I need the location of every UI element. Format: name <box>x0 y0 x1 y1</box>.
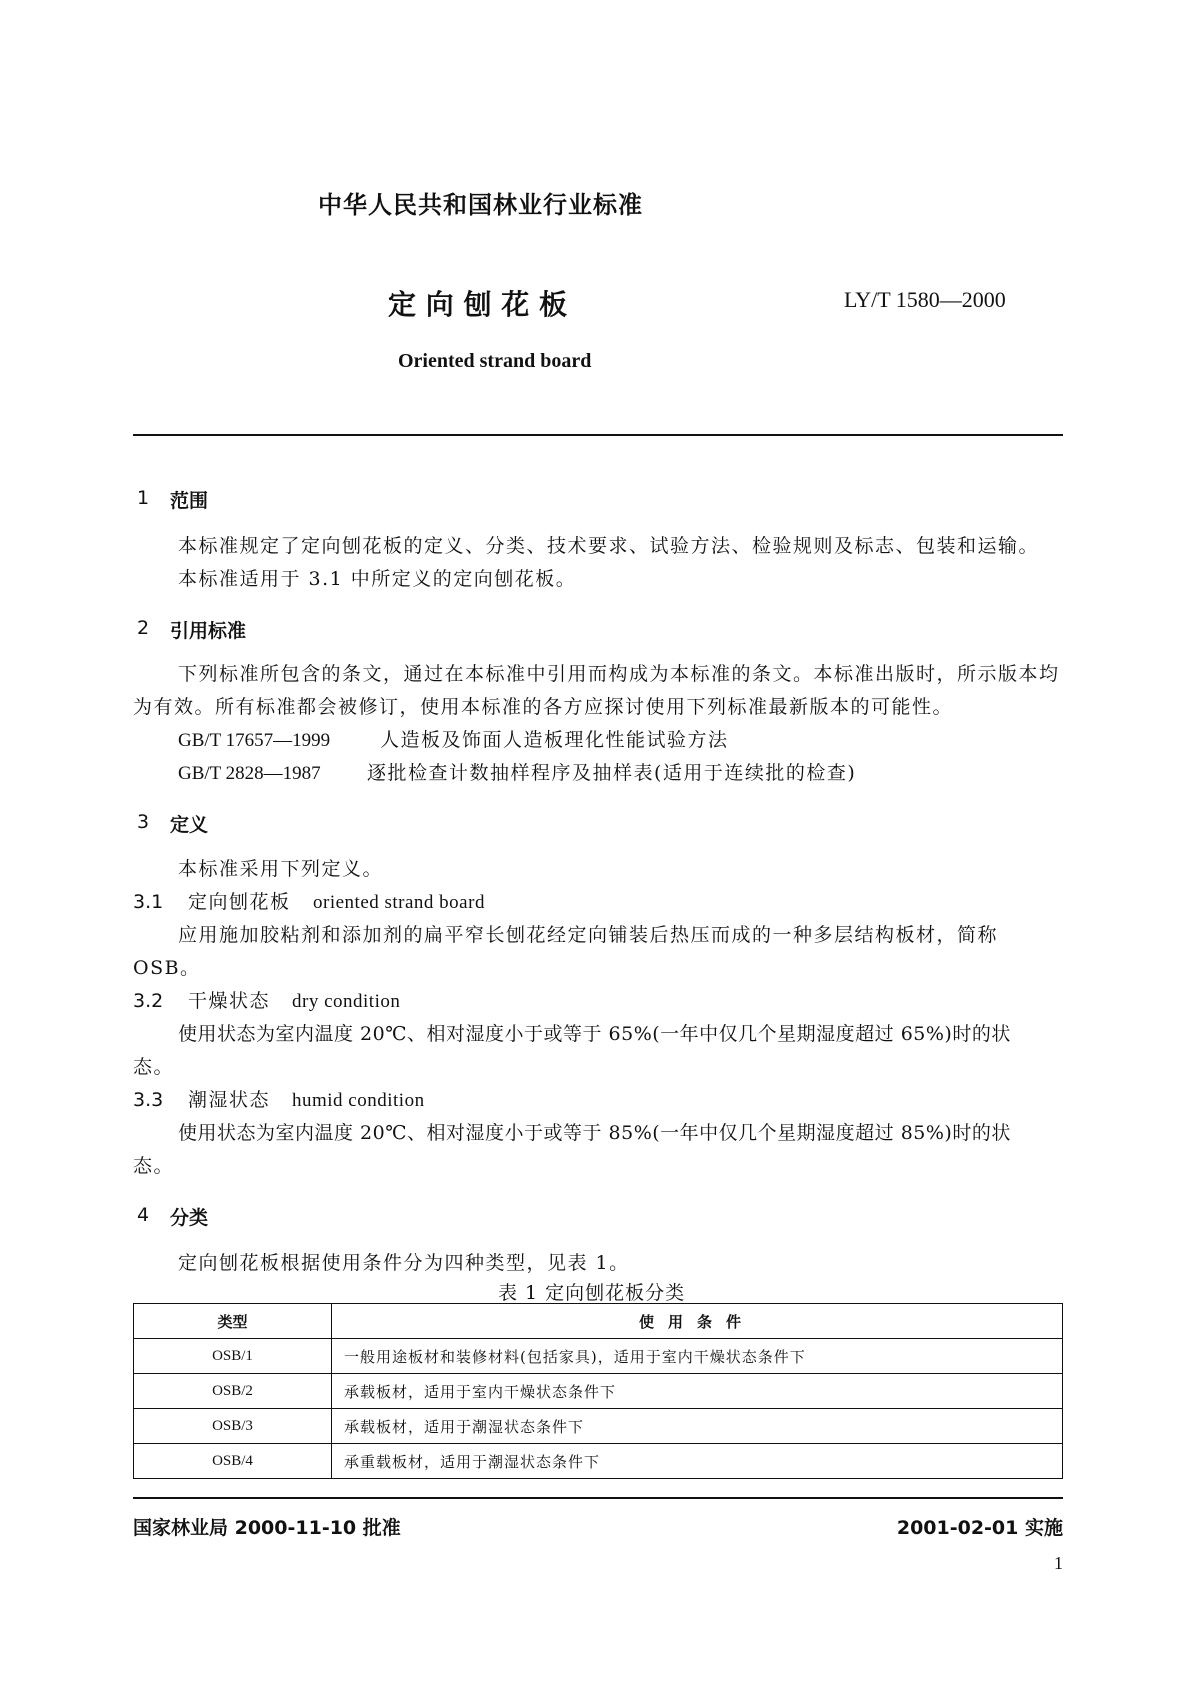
definition-3-1-text-line-2: OSB。 <box>133 957 201 979</box>
standard-code: LY/T 1580—2000 <box>844 287 1006 312</box>
table-cell-conditions: 承载板材，适用于室内干燥状态条件下 <box>332 1374 1063 1409</box>
table-cell-type: OSB/2 <box>134 1374 332 1409</box>
section-1-paragraph-2: 本标准适用于 3.1 中所定义的定向刨花板。 <box>178 568 577 590</box>
reference-2-title: 逐批检查计数抽样程序及抽样表(适用于连续批的检查) <box>367 762 857 784</box>
page-number: 1 <box>1054 1553 1063 1573</box>
section-3-intro: 本标准采用下列定义。 <box>178 858 384 880</box>
document-title: 定 向 刨 花 板 <box>388 288 567 321</box>
definition-3-3-text-line-1: 使用状态为室内温度 20℃、相对湿度小于或等于 85%(一年中仅几个星期湿度超过 85%)时的状 <box>178 1122 1011 1144</box>
definition-3-2-text-line-1: 使用状态为室内温度 20℃、相对湿度小于或等于 65%(一年中仅几个星期湿度超过 65%)时的状 <box>178 1023 1011 1045</box>
section-4-number: 4 <box>137 1204 150 1226</box>
section-1-paragraph-1: 本标准规定了定向刨花板的定义、分类、技术要求、试验方法、检验规则及标志、包装和运输。 <box>178 535 1040 557</box>
definition-3-2-english: dry condition <box>292 991 401 1012</box>
table-row <box>134 1374 1063 1409</box>
section-4-title: 分类 <box>170 1207 209 1229</box>
reference-1-title: 人造板及饰面人造板理化性能试验方法 <box>380 729 729 751</box>
issuer-title: 中华人民共和国林业行业标准 <box>318 191 643 219</box>
definition-3-1-term: 定向刨花板 <box>188 891 291 913</box>
table-cell-conditions: 一般用途板材和装修材料(包括家具)，适用于室内干燥状态条件下 <box>332 1339 1063 1374</box>
section-2-paragraph-line-2: 为有效。所有标准都会被修订，使用本标准的各方应探讨使用下列标准最新版本的可能性。 <box>133 696 954 718</box>
table-cell-conditions: 承重载板材，适用于潮湿状态条件下 <box>332 1444 1063 1479</box>
definition-3-3-number: 3.3 <box>133 1089 164 1111</box>
definition-3-1-text-line-1: 应用施加胶粘剂和添加剂的扁平窄长刨花经定向铺装后热压而成的一种多层结构板材，简称 <box>178 924 999 946</box>
header-divider <box>133 434 1063 436</box>
approval-date: 国家林业局 2000-11-10 批准 <box>133 1517 401 1539</box>
definition-3-1-english: oriented strand board <box>313 892 485 913</box>
section-2-paragraph-line-1: 下列标准所包含的条文，通过在本标准中引用而构成为本标准的条文。本标准出版时，所示版本均 <box>178 663 1060 685</box>
table-cell-type: OSB/3 <box>134 1409 332 1444</box>
definition-3-2-term: 干燥状态 <box>188 990 271 1012</box>
section-2-title: 引用标准 <box>170 620 247 642</box>
table-cell-type: OSB/4 <box>134 1444 332 1479</box>
table-cell-conditions: 承载板材，适用于潮湿状态条件下 <box>332 1409 1063 1444</box>
table-row <box>134 1339 1063 1374</box>
classification-table <box>133 1303 1063 1479</box>
effective-date: 2001-02-01 实施 <box>896 1517 1063 1539</box>
definition-3-2-number: 3.2 <box>133 990 164 1012</box>
definition-3-3-english: humid condition <box>292 1090 425 1111</box>
table-header-row <box>134 1304 1063 1339</box>
definition-3-3-text-line-2: 态。 <box>133 1155 175 1177</box>
column-header-conditions: 使用条件 <box>332 1304 1063 1339</box>
table-row <box>134 1409 1063 1444</box>
definition-3-3-term: 潮湿状态 <box>188 1089 271 1111</box>
section-3-title: 定义 <box>170 814 209 836</box>
document-title-english: Oriented strand board <box>398 350 592 372</box>
section-3-number: 3 <box>137 811 150 833</box>
table-caption: 表 1 定向刨花板分类 <box>498 1282 686 1304</box>
table-row <box>134 1444 1063 1479</box>
column-header-type: 类型 <box>134 1304 332 1339</box>
reference-2-code: GB/T 2828—1987 <box>178 763 321 784</box>
section-1-number: 1 <box>137 487 150 509</box>
footer-divider <box>133 1497 1063 1499</box>
definition-3-1-number: 3.1 <box>133 891 164 913</box>
reference-1-code: GB/T 17657—1999 <box>178 730 331 751</box>
definition-3-2-text-line-2: 态。 <box>133 1056 175 1078</box>
table-cell-type: OSB/1 <box>134 1339 332 1374</box>
section-1-title: 范围 <box>170 490 209 512</box>
section-4-paragraph: 定向刨花板根据使用条件分为四种类型，见表 1。 <box>178 1252 630 1274</box>
section-2-number: 2 <box>137 617 150 639</box>
